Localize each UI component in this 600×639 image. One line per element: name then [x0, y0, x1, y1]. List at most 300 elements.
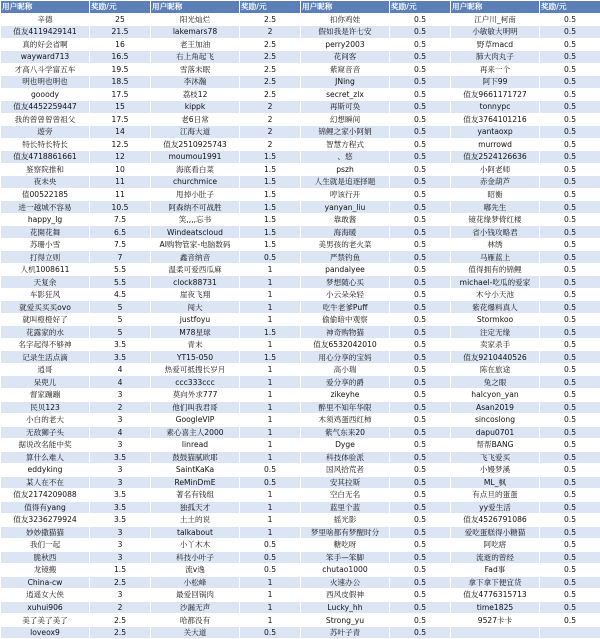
cell-reward: 0.5: [390, 151, 451, 164]
cell-nickname: 青末: [151, 338, 240, 351]
cell-reward: 12.5: [90, 138, 151, 151]
table-row: [1, 464, 600, 477]
cell-reward: 1: [240, 489, 301, 502]
cell-nickname: 我们一起: [1, 539, 90, 552]
cell-reward: 0.5: [540, 564, 600, 577]
cell-reward: 0.5: [540, 76, 600, 89]
cell-reward: 0.5: [540, 363, 600, 376]
cell-nickname: 人生就是追逐择题: [301, 176, 390, 189]
table-row: [1, 238, 600, 251]
cell-nickname: 小敏敏大明明: [451, 26, 540, 39]
cell-nickname: 飞飞爱买: [451, 451, 540, 464]
cell-reward: 3: [90, 439, 151, 452]
cell-reward: 0.5: [390, 363, 451, 376]
cell-nickname: yy爱生活: [451, 501, 540, 514]
cell-nickname: 紫气东来20: [301, 426, 390, 439]
cell-reward: 0.5: [540, 376, 600, 389]
table-row: [1, 439, 600, 452]
cell-nickname: YT15-050: [151, 351, 240, 364]
cell-reward: 0.5: [540, 614, 600, 627]
table-row: [1, 188, 600, 201]
table-row: [1, 201, 600, 214]
cell-reward: 0.5: [390, 138, 451, 151]
cell-reward: 0.5: [390, 326, 451, 339]
header-reward: 奖励/元: [390, 1, 451, 14]
cell-reward: 0.5: [390, 113, 451, 126]
cell-reward: 2: [90, 401, 151, 414]
cell-reward: 0.5: [390, 276, 451, 289]
cell-reward: 5: [90, 301, 151, 314]
cell-nickname: 督家蹦蹦: [1, 388, 90, 401]
cell-nickname: 国风拾荒者: [301, 464, 390, 477]
table-row: [1, 501, 600, 514]
cell-nickname: 摇光影: [301, 514, 390, 527]
table-row: [1, 51, 600, 64]
cell-nickname: 素心喜主人2000: [151, 426, 240, 439]
cell-nickname: AI购物管家-电脑数码: [151, 238, 240, 251]
cell-nickname: 美男孩的老火菜: [301, 238, 390, 251]
cell-nickname: 天复余: [1, 276, 90, 289]
cell-nickname: 老6日常: [151, 113, 240, 126]
cell-nickname: time1825: [451, 601, 540, 614]
cell-reward: 1: [240, 338, 301, 351]
cell-nickname: 值友9661171727: [451, 88, 540, 101]
cell-reward: 3.5: [90, 338, 151, 351]
cell-reward: 0.5: [540, 539, 600, 552]
cell-nickname: 流v逸: [151, 564, 240, 577]
cell-nickname: 辛德: [1, 13, 90, 26]
cell-reward: 0.5: [540, 113, 600, 126]
cell-reward: 1: [240, 363, 301, 376]
header-nickname: 用户昵称: [301, 1, 390, 14]
cell-nickname: eddyking: [1, 464, 90, 477]
cell-reward: 0.5: [540, 401, 600, 414]
cell-nickname: 值友6532042010: [301, 338, 390, 351]
cell-nickname: Strong_yu: [301, 614, 390, 627]
cell-nickname: secret_zlx: [301, 88, 390, 101]
cell-nickname: 打得立则: [1, 251, 90, 264]
cell-nickname: 值00522185: [1, 188, 90, 201]
cell-reward: 0.5: [390, 238, 451, 251]
cell-nickname: 苏珊小雪: [1, 238, 90, 251]
cell-nickname: justfoyu: [151, 313, 240, 326]
cell-nickname: 夜未央: [1, 176, 90, 189]
cell-nickname: 兔之眼: [451, 376, 540, 389]
cell-nickname: 、悠: [301, 151, 390, 164]
table-row: [1, 551, 600, 564]
header-nickname: 用户昵称: [1, 1, 90, 14]
cell-reward: 4: [90, 376, 151, 389]
cell-nickname: 遊旁: [1, 126, 90, 139]
cell-reward: 0.5: [540, 464, 600, 477]
cell-nickname: 帮帮BANG: [451, 439, 540, 452]
cell-reward: 0.5: [390, 213, 451, 226]
cell-reward: 0.5: [390, 514, 451, 527]
cell-nickname: zikeyhe: [301, 388, 390, 401]
table-row: [1, 489, 600, 502]
cell-nickname: ML_枫: [451, 476, 540, 489]
cell-reward: 0.5: [390, 464, 451, 477]
cell-nickname: 笑,,,,忘书: [151, 213, 240, 226]
cell-nickname: 花開花舞: [1, 226, 90, 239]
cell-reward: 3: [90, 388, 151, 401]
cell-reward: 0.5: [390, 176, 451, 189]
cell-reward: 1: [240, 439, 301, 452]
cell-reward: 0.5: [390, 163, 451, 176]
cell-nickname: dapu0701: [451, 426, 540, 439]
cell-nickname: 林绣: [451, 238, 540, 251]
cell-reward: 0.5: [390, 188, 451, 201]
cell-reward: 0.5: [390, 288, 451, 301]
cell-nickname: 就叫橙橙好了: [1, 313, 90, 326]
table-row: [1, 514, 600, 527]
cell-reward: 1.5: [240, 213, 301, 226]
cell-nickname: 神奇购物猫: [301, 326, 390, 339]
cell-nickname: yantaoxp: [451, 126, 540, 139]
cell-nickname: 我的曾曾曾曾祖父: [1, 113, 90, 126]
table-row: [1, 213, 600, 226]
cell-nickname: 苏叶子青: [301, 626, 390, 639]
cell-nickname: 糖吃呀: [301, 539, 390, 552]
cell-nickname: 江海大道: [151, 126, 240, 139]
cell-nickname: Fad事: [451, 564, 540, 577]
cell-reward: 1: [240, 263, 301, 276]
table-row: [1, 263, 600, 276]
cell-nickname: 美了美了美了: [1, 614, 90, 627]
table-row: [1, 401, 600, 414]
table-row: [1, 426, 600, 439]
table-row: [1, 313, 600, 326]
cell-reward: 2: [240, 138, 301, 151]
cell-nickname: 9527卡卡: [451, 614, 540, 627]
cell-reward: 0.5: [540, 88, 600, 101]
cell-reward: 16.5: [90, 51, 151, 64]
cell-reward: 0.5: [390, 51, 451, 64]
cell-nickname: M78星球: [151, 326, 240, 339]
cell-reward: 0.5: [390, 601, 451, 614]
cell-reward: 0.5: [390, 63, 451, 76]
cell-nickname: churchmice: [151, 176, 240, 189]
table-row: [1, 113, 600, 126]
cell-reward: 2: [240, 126, 301, 139]
cell-reward: 1.5: [240, 188, 301, 201]
cell-nickname: 真的好会省啊: [1, 38, 90, 51]
cell-reward: 0.5: [540, 188, 600, 201]
cell-nickname: 最爱回锅肉: [151, 589, 240, 602]
cell-reward: 0.5: [540, 501, 600, 514]
cell-nickname: 笨手—笨脚: [301, 551, 390, 564]
cell-nickname: 据说改名能中奖: [1, 439, 90, 452]
cell-nickname: 车影狂风: [1, 288, 90, 301]
cell-nickname: 无敌狮子头: [1, 426, 90, 439]
cell-reward: 1: [240, 426, 301, 439]
cell-reward: 2.5: [90, 576, 151, 589]
cell-nickname: 值友2510925743: [151, 138, 240, 151]
cell-nickname: 值友9210440526: [451, 351, 540, 364]
cell-reward: 0.5: [540, 263, 600, 276]
cell-nickname: 扣你鸡娃: [301, 13, 390, 26]
cell-reward: 1: [240, 288, 301, 301]
cell-nickname: 鑫音纳音: [151, 251, 240, 264]
cell-nickname: yanyan_liu: [301, 201, 390, 214]
cell-reward: 18.5: [90, 76, 151, 89]
table-row: [1, 601, 600, 614]
cell-nickname: michael-吃瓜的爱家: [451, 276, 540, 289]
cell-reward: 0.5: [540, 414, 600, 427]
cell-nickname: 木兮小天池: [451, 288, 540, 301]
cell-nickname: 阳光灿烂: [151, 13, 240, 26]
cell-reward: 1.5: [240, 163, 301, 176]
cell-reward: 0.5: [390, 551, 451, 564]
cell-reward: 0.5: [390, 226, 451, 239]
cell-reward: 0.5: [240, 551, 301, 564]
cell-nickname: 昭衡: [451, 188, 540, 201]
table-row: [1, 251, 600, 264]
cell-nickname: SaintKaKa: [151, 464, 240, 477]
cell-reward: 1.5: [240, 326, 301, 339]
table-row: [1, 138, 600, 151]
cell-reward: 1: [240, 276, 301, 289]
cell-reward: 7.5: [90, 238, 151, 251]
cell-nickname: 民贝123: [1, 401, 90, 414]
cell-nickname: 就爱买买买ovo: [1, 301, 90, 314]
cell-reward: 11: [90, 176, 151, 189]
cell-nickname: 阿下99: [451, 76, 540, 89]
table-body: [1, 13, 600, 639]
cell-reward: 0.5: [390, 26, 451, 39]
cell-reward: 0.5: [540, 576, 600, 589]
cell-nickname: 紫花爆料真人: [451, 301, 540, 314]
cell-reward: 2: [90, 601, 151, 614]
cell-reward: 0.5: [240, 564, 301, 577]
cell-nickname: 火速办公: [301, 576, 390, 589]
cell-reward: 0.5: [390, 526, 451, 539]
cell-nickname: moumou1991: [151, 151, 240, 164]
cell-nickname: 省小钱攻略君: [451, 226, 540, 239]
cell-reward: 0.5: [390, 13, 451, 26]
header-reward: 奖励/元: [240, 1, 301, 14]
cell-reward: 3.5: [90, 489, 151, 502]
cell-nickname: 算什么难人: [1, 451, 90, 464]
cell-reward: 12: [90, 151, 151, 164]
cell-nickname: 莫向外求777: [151, 388, 240, 401]
cell-reward: 3: [90, 551, 151, 564]
cell-nickname: 甩掉小肚子: [151, 188, 240, 201]
cell-nickname: 哈都没有: [151, 614, 240, 627]
cell-nickname: murrowd: [451, 138, 540, 151]
cell-reward: 0.5: [540, 151, 600, 164]
cell-reward: 0.5: [390, 126, 451, 139]
cell-nickname: 明也明也明也: [1, 76, 90, 89]
cell-nickname: 记录生活点滴: [1, 351, 90, 364]
cell-reward: 1: [240, 514, 301, 527]
cell-reward: [540, 626, 600, 639]
cell-reward: 3.5: [90, 501, 151, 514]
cell-reward: 0.5: [390, 251, 451, 264]
cell-reward: 15: [90, 101, 151, 114]
cell-nickname: 值得有yang: [1, 501, 90, 514]
table-row: [1, 63, 600, 76]
cell-nickname: 著名有钱组: [151, 489, 240, 502]
table-row: [1, 626, 600, 639]
table-row: [1, 614, 600, 627]
cell-nickname: 特长特长特长: [1, 138, 90, 151]
cell-nickname: 高小瑞: [301, 363, 390, 376]
cell-nickname: 值友3236279924: [1, 514, 90, 527]
cell-reward: 0.5: [540, 551, 600, 564]
cell-reward: 0.5: [390, 539, 451, 552]
cell-nickname: 妙妙撒猫猫: [1, 526, 90, 539]
cell-nickname: wayward713: [1, 51, 90, 64]
cell-reward: 1.5: [90, 564, 151, 577]
cell-reward: 14: [90, 126, 151, 139]
cell-nickname: 海海暖: [301, 226, 390, 239]
cell-nickname: 他们叫我君哥: [151, 401, 240, 414]
cell-reward: 0.5: [390, 376, 451, 389]
cell-nickname: 科技小叶子: [151, 551, 240, 564]
cell-reward: 0.5: [390, 451, 451, 464]
cell-nickname: JNing: [301, 76, 390, 89]
cell-reward: 1: [240, 601, 301, 614]
cell-nickname: 人机1008611: [1, 263, 90, 276]
cell-reward: 0.5: [390, 101, 451, 114]
cell-reward: 2.5: [240, 88, 301, 101]
cell-reward: 0.5: [240, 539, 301, 552]
cell-reward: 0.5: [240, 251, 301, 264]
cell-reward: 21.5: [90, 26, 151, 39]
cell-nickname: 关大道: [151, 626, 240, 639]
cell-reward: 1.5: [240, 176, 301, 189]
cell-reward: 0.5: [540, 163, 600, 176]
cell-reward: 6.5: [90, 226, 151, 239]
cell-nickname: 马雁蓝上: [451, 251, 540, 264]
cell-nickname: 野草macd: [451, 38, 540, 51]
cell-reward: 0.5: [390, 439, 451, 452]
cell-reward: 1: [240, 388, 301, 401]
cell-reward: 1: [240, 451, 301, 464]
cell-reward: 0.5: [540, 213, 600, 226]
cell-reward: 19.5: [90, 63, 151, 76]
table-row: [1, 26, 600, 39]
cell-nickname: 值友2524126636: [451, 151, 540, 164]
cell-reward: 0.5: [390, 476, 451, 489]
cell-reward: 1: [240, 313, 301, 326]
cell-reward: 2.5: [240, 76, 301, 89]
cell-nickname: 值友4119429141: [1, 26, 90, 39]
cell-nickname: 严禁钓鱼: [301, 251, 390, 264]
cell-reward: 0.5: [390, 501, 451, 514]
table-row: [1, 276, 600, 289]
cell-nickname: 偷偷暗中观察: [301, 313, 390, 326]
table-row: [1, 338, 600, 351]
cell-nickname: Dyge: [301, 439, 390, 452]
cell-nickname: 热爱可抵搜长岁月: [151, 363, 240, 376]
cell-nickname: 值友4718861661: [1, 151, 90, 164]
cell-nickname: 荔枝12: [151, 88, 240, 101]
cell-nickname: 值友3764101216: [451, 113, 540, 126]
cell-reward: 1: [240, 414, 301, 427]
cell-reward: 0.5: [240, 626, 301, 639]
cell-nickname: 吃牛老爹Puff: [301, 301, 390, 314]
cell-nickname: 空白无名: [301, 489, 390, 502]
cell-reward: 7.5: [90, 213, 151, 226]
cell-reward: 3.5: [90, 514, 151, 527]
cell-reward: 0.5: [390, 589, 451, 602]
table-row: [1, 576, 600, 589]
cell-nickname: 科技体验派: [301, 451, 390, 464]
cell-reward: 0.5: [540, 326, 600, 339]
table-row: [1, 539, 600, 552]
cell-reward: 3: [90, 526, 151, 539]
cell-reward: 0.5: [540, 38, 600, 51]
cell-reward: 1.5: [240, 351, 301, 364]
table-row: [1, 288, 600, 301]
cell-reward: 0.5: [240, 476, 301, 489]
cell-reward: 0.5: [540, 101, 600, 114]
cell-nickname: 陈在旅途: [451, 363, 540, 376]
cell-nickname: 卖家杀手: [451, 338, 540, 351]
table-row: [1, 589, 600, 602]
cell-nickname: chutao1000: [301, 564, 390, 577]
cell-nickname: happy_lg: [1, 213, 90, 226]
cell-nickname: Asan2019: [451, 401, 540, 414]
cell-reward: 1: [240, 376, 301, 389]
cell-reward: 0.5: [390, 201, 451, 214]
cell-reward: 2: [240, 26, 301, 39]
table-row: [1, 326, 600, 339]
cell-reward: 0.5: [540, 251, 600, 264]
cell-nickname: 紫窥音音: [301, 63, 390, 76]
cell-reward: 1.5: [240, 151, 301, 164]
cell-nickname: 李沐瀚: [151, 76, 240, 89]
cell-reward: 0.5: [390, 351, 451, 364]
cell-reward: 7: [90, 251, 151, 264]
cell-reward: 0.5: [390, 88, 451, 101]
cell-nickname: loveox9: [1, 626, 90, 639]
cell-reward: 5: [90, 326, 151, 339]
cell-nickname: 智慧方程式: [301, 138, 390, 151]
cell-reward: 3: [90, 464, 151, 477]
cell-nickname: 右上角起飞: [151, 51, 240, 64]
table-row: [1, 176, 600, 189]
cell-reward: 0.5: [540, 451, 600, 464]
table-row: [1, 151, 600, 164]
cell-nickname: Windeatscloud: [151, 226, 240, 239]
cell-nickname: 梦里啥都有梦醒时分: [301, 526, 390, 539]
cell-reward: 0.5: [390, 414, 451, 427]
table-row: [1, 163, 600, 176]
cell-nickname: 梦想随心买: [301, 276, 390, 289]
cell-nickname: 值友4526791086: [451, 514, 540, 527]
cell-nickname: ccc333ccc: [151, 376, 240, 389]
cell-nickname: [451, 626, 540, 639]
cell-reward: 1: [240, 401, 301, 414]
cell-nickname: 沙漏无声: [151, 601, 240, 614]
cell-nickname: 雪落未眠: [151, 63, 240, 76]
cell-reward: 0.5: [540, 276, 600, 289]
cell-reward: 0.5: [390, 388, 451, 401]
cell-reward: 0.5: [540, 238, 600, 251]
cell-reward: 2: [240, 113, 301, 126]
cell-nickname: 鉴察院推和: [1, 163, 90, 176]
cell-reward: 0.5: [240, 464, 301, 477]
cell-reward: 2: [240, 101, 301, 114]
cell-reward: 2.5: [90, 626, 151, 639]
table-row: [1, 76, 600, 89]
table-row: [1, 126, 600, 139]
cell-nickname: halcyon_yan: [451, 388, 540, 401]
header-reward: 奖励/元: [90, 1, 151, 14]
